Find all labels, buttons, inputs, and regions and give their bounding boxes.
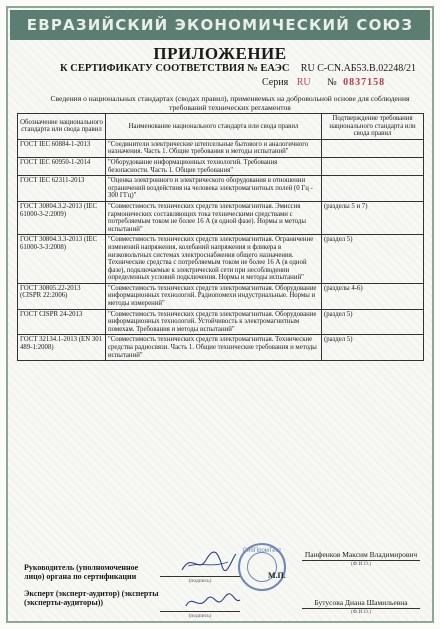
cell-confirmation [322,139,424,157]
cell-name: "Оценка электронного и электрического оборудования в отношении ограничений воздействия на человека электромагнитных полей (0 Гц - 300 ГГц)" [106,176,322,202]
expert-fio-caption: (Ф.И.О.) [350,609,372,615]
head-label: Руководитель (уполномоченное лицо) органа по сертификации [24,563,139,581]
cell-designation: ГОСТ 30804.3.2-2013 (IEC 61000-3-2:2009) [18,201,106,234]
head-fio-caption: (Ф.И.О.) [350,561,372,567]
certificate-number: RU С-CN.АБ53.В.02248/21 [300,63,416,74]
expert-name: Бутусова Диана Шамильевна [314,598,408,607]
page-title: ПРИЛОЖЕНИЕ [153,44,287,63]
cell-confirmation [322,176,424,202]
union-banner: ЕВРАЗИЙСКИЙ ЭКОНОМИЧЕСКИЙ СОЮЗ [10,10,430,40]
cell-name: "Совместимость технических средств электромагнитная. Технические средства радиосвязи. Часть 1. Общие технические требования и методы испытаний" [106,335,322,361]
cell-designation: ГОСТ IEC 62311-2013 [18,176,106,202]
cell-name: "Совместимость технических средств электромагнитная. Оборудование информационных технологий. Радиопомехи индустриальные. Нормы и методы измерений" [106,283,322,309]
certificate-subtitle-row [60,63,430,77]
table-header-row [18,114,424,140]
cell-designation: ГОСТ 30804.3.3-2013 (IEC 61000-3-3:2008) [18,235,106,284]
table-row [18,157,424,175]
cell-confirmation: (раздел 5) [322,335,424,361]
table-row [18,176,424,202]
cell-name: "Совместимость технических средств электромагнитная. Эмиссия гармонических составляющих тока техническими средствами с потребляемым током не более 16 А (в одной фазе). Нормы и методы испытаний" [106,201,322,234]
head-signature-line [160,576,240,577]
organization-stamp [238,543,286,591]
cell-designation: ГОСТ 30805.22-2013 (CISPR 22:2006) [18,283,106,309]
cell-confirmation: (раздел 5) [322,309,424,335]
table-row [18,139,424,157]
series-code: RU [296,77,311,88]
standards-table [17,113,424,361]
head-signature-caption: (подпись) [188,578,212,584]
header-name: Наименование национального стандарта или свода правил [106,114,322,140]
cell-confirmation [322,157,424,175]
mp-label: М.П. [268,571,286,580]
certificate-subtitle: К СЕРТИФИКАТУ СООТВЕТСТВИЯ № ЕАЭС [60,63,290,74]
stamp-text: СибПромТест [242,548,282,554]
table-row [18,335,424,361]
cell-designation: ГОСТ 32134.1-2013 (EN 301 489-1:2008) [18,335,106,361]
cell-name: "Оборудование информационных технологий. Требования безопасности. Часть 1. Общие требования" [106,157,322,175]
table-row [18,201,424,234]
table-row [18,235,424,284]
cell-name: "Соединители электрические штепсельные бытового и аналогичного назначения. Часть 1. Общие требования и методы испытаний" [106,139,322,157]
cell-confirmation: (раздел 5) [322,235,424,284]
table-row [18,283,424,309]
cell-name: "Совместимость технических средств электромагнитная. Оборудование информационных технологий. Устойчивость к электромагнитным помехам. Требования и методы испытаний" [106,309,322,335]
number-label: № [327,77,337,88]
expert-signature-line [160,611,240,612]
series-row [262,77,422,91]
serial-number: 0837158 [343,77,386,88]
head-name: Панфенков Максим Владимирович [304,550,418,559]
cell-designation: ГОСТ IEC 60950-1-2014 [18,157,106,175]
cell-confirmation: (разделы 5 и 7) [322,201,424,234]
expert-label: Эксперт (эксперт-аудитор) (эксперты (эксперты-аудиторы)) [24,589,159,607]
header-confirmation: Подтверждение требования национального стандарта или свода правил [322,114,424,140]
expert-signature-caption: (подпись) [188,613,212,619]
intro-text: Сведения о национальных стандартах (сводах правил), применяемых на добровольной основе для соблюдения требований технических регламентов [50,94,410,112]
cell-confirmation: (разделы 4-6) [322,283,424,309]
head-signature [178,548,238,576]
cell-name: "Совместимость технических средств электромагнитная. Ограничение изменений напряжения, колебаний напряжения и фликера в низковольтных системах электроснабжения общего назначения. Технические средства с потребляемым током не более 16 А (в одной фазе), подключаемые к электрической сети при несоблюдении определенных условий подключения. Нормы и методы испытаний" [106,235,322,284]
cell-designation: ГОСТ CISPR 24-2013 [18,309,106,335]
cell-designation: ГОСТ IEC 60884-1-2013 [18,139,106,157]
table-row [18,309,424,335]
header-designation: Обозначение национального стандарта или свода правил [18,114,106,140]
series-label: Серия [262,77,289,88]
